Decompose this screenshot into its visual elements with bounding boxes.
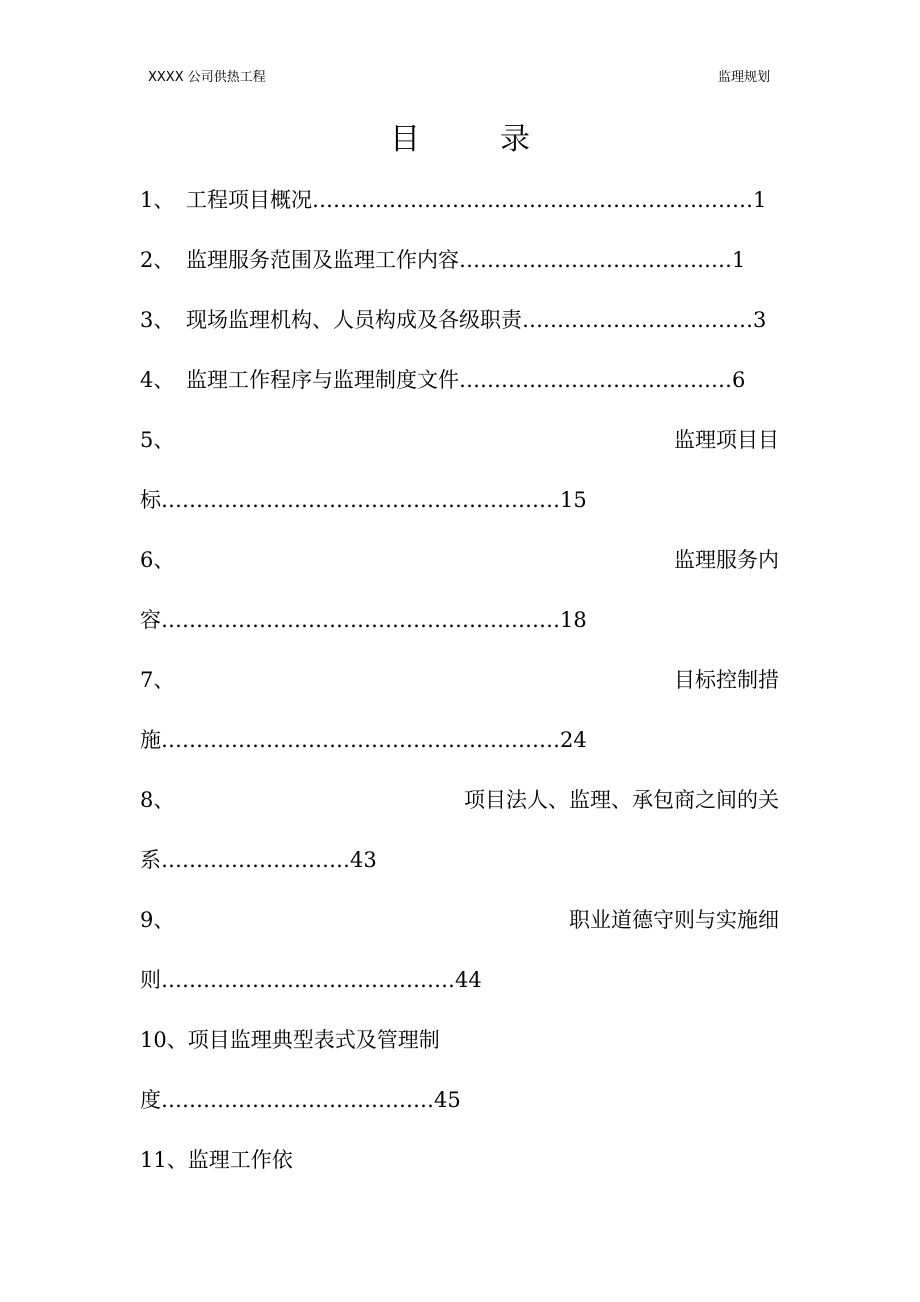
toc-page: 6 — [732, 368, 746, 392]
toc-text: 项目监理典型表式及管理制 — [187, 1028, 440, 1052]
toc-text: 监理工作依 — [187, 1148, 293, 1172]
toc-entry-11[interactable] — [140, 1146, 293, 1174]
toc-entry-6-cont[interactable] — [140, 606, 587, 634]
toc-entry-1[interactable] — [140, 186, 766, 214]
toc-dots: …………………………………… — [161, 968, 455, 992]
toc-entry-7-num: 7、 — [140, 668, 175, 692]
toc-dots: ……………………… — [161, 848, 350, 872]
toc-num: 3、 — [140, 308, 175, 332]
toc-text: 监理服务范围及监理工作内容 — [186, 248, 459, 272]
toc-num: 4、 — [140, 368, 175, 392]
toc-entry-5-cont[interactable] — [140, 486, 587, 514]
toc-entry-10[interactable] — [140, 1026, 440, 1054]
toc-text: 系 — [140, 848, 161, 872]
toc-dots: ………………………………………………… — [161, 728, 560, 752]
toc-text: 度 — [140, 1088, 161, 1112]
toc-dots: ………………………………… — [161, 1088, 434, 1112]
toc-entry-6-num: 6、 — [140, 548, 175, 572]
toc-entry-7-cont[interactable] — [140, 726, 587, 754]
toc-text: 现场监理机构、人员构成及各级职责 — [186, 308, 522, 332]
header-doc-type: 监理规划 — [717, 70, 770, 85]
toc-entry-9-text[interactable]: 职业道德守则与实施细 — [569, 908, 779, 932]
toc-entry-7-text[interactable]: 目标控制措 — [674, 668, 779, 692]
toc-entry-5-text[interactable]: 监理项目目 — [674, 428, 779, 452]
toc-text: 标 — [140, 488, 161, 512]
toc-text: 容 — [140, 608, 161, 632]
title-char-1: 目 — [390, 122, 420, 157]
toc-entry-9-num: 9、 — [140, 908, 175, 932]
toc-dots: ……………………………………………………… — [312, 188, 753, 212]
toc-page: 3 — [753, 308, 767, 332]
toc-page: 15 — [560, 488, 587, 512]
toc-entry-8-text[interactable]: 项目法人、监理、承包商之间的关 — [464, 788, 779, 812]
toc-page: 1 — [753, 188, 767, 212]
toc-num: 2、 — [140, 248, 175, 272]
title-char-2: 录 — [500, 122, 530, 157]
toc-page: 44 — [455, 968, 482, 992]
toc-dots: ………………………………………………… — [161, 488, 560, 512]
toc-dots: ………………………………… — [459, 368, 732, 392]
toc-dots: ………………………………… — [459, 248, 732, 272]
toc-page: 18 — [560, 608, 587, 632]
toc-page: 24 — [560, 728, 587, 752]
header-company: XXXX 公司供热工程 — [148, 70, 266, 85]
toc-page: 1 — [732, 248, 746, 272]
toc-entry-5-num: 5、 — [140, 428, 175, 452]
toc-num: 11、 — [140, 1148, 188, 1172]
toc-entry-4[interactable] — [140, 366, 745, 394]
toc-dots: …………………………… — [522, 308, 753, 332]
toc-dots: ………………………………………………… — [161, 608, 560, 632]
toc-entry-8-num: 8、 — [140, 788, 175, 812]
toc-entry-3[interactable] — [140, 306, 766, 334]
toc-entry-9-cont[interactable] — [140, 966, 482, 994]
toc-num: 1、 — [140, 188, 175, 212]
page-title — [0, 114, 920, 158]
toc-num: 10、 — [140, 1028, 188, 1052]
toc-text: 工程项目概况 — [186, 188, 312, 212]
toc-text: 则 — [140, 968, 161, 992]
toc-page: 43 — [350, 848, 377, 872]
toc-text: 施 — [140, 728, 161, 752]
toc-entry-6-text[interactable]: 监理服务内 — [674, 548, 779, 572]
toc-text: 监理工作程序与监理制度文件 — [186, 368, 459, 392]
toc-entry-2[interactable] — [140, 246, 745, 274]
toc-page: 45 — [434, 1088, 461, 1112]
toc-entry-8-cont[interactable] — [140, 846, 377, 874]
toc-entry-10-cont[interactable] — [140, 1086, 461, 1114]
